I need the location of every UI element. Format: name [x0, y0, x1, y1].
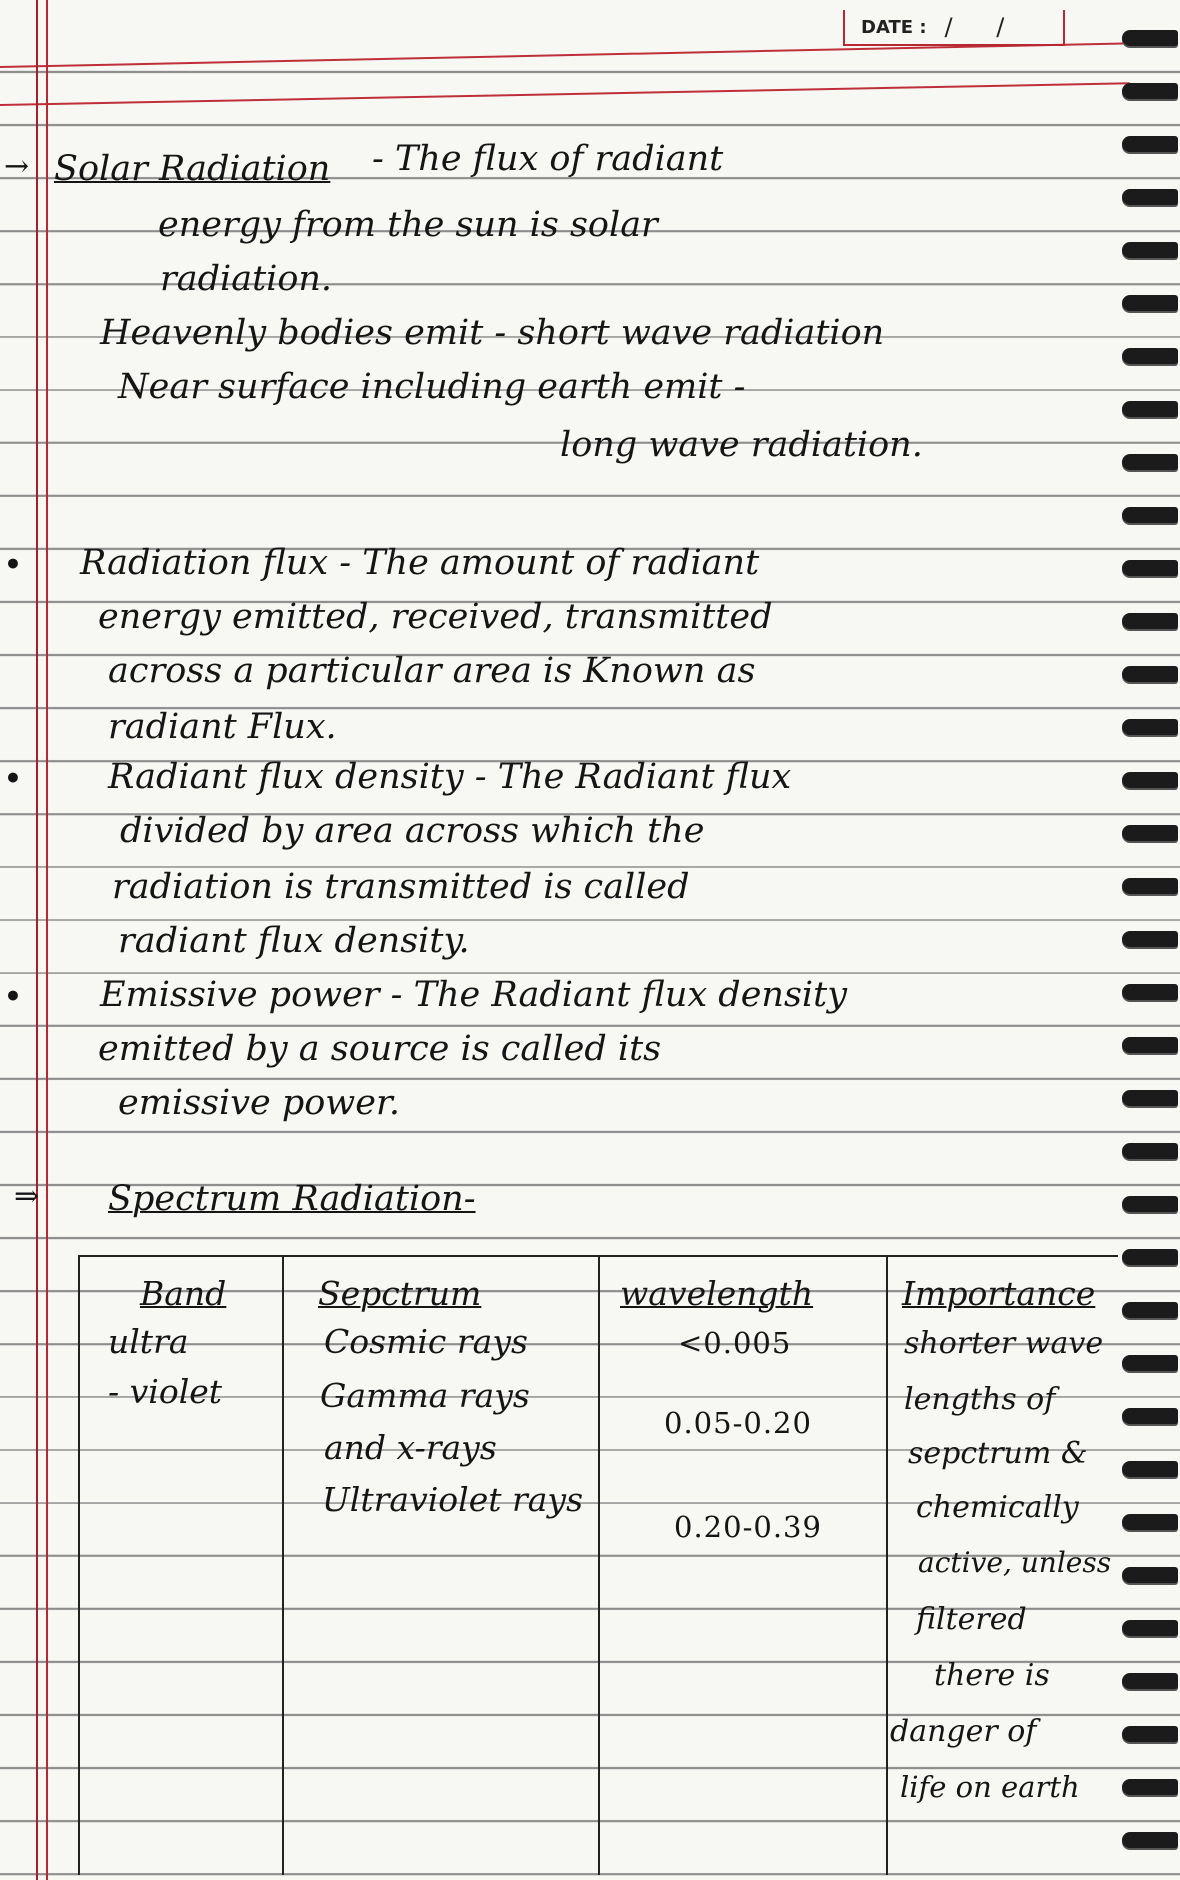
importance-line: life on earth	[900, 1770, 1080, 1804]
spiral-ring	[1122, 1090, 1178, 1106]
spiral-ring	[1122, 1726, 1178, 1742]
importance-line: chemically	[916, 1490, 1079, 1525]
spectrum-cell: and x-rays	[324, 1428, 497, 1467]
spiral-ring	[1122, 719, 1178, 735]
spiral-ring	[1122, 507, 1178, 523]
margin-line	[36, 0, 38, 1880]
date-box	[843, 10, 1065, 46]
spiral-ring	[1122, 83, 1178, 99]
importance-line: active, unless	[918, 1546, 1112, 1579]
def1-line-1: Radiation flux - The amount of radiant	[80, 543, 760, 583]
spiral-ring	[1122, 1461, 1178, 1477]
table-header-band: Band	[140, 1274, 227, 1313]
spiral-ring	[1122, 348, 1178, 364]
spiral-ring	[1122, 772, 1178, 788]
wavelength-cell: <0.005	[678, 1326, 792, 1360]
table-column-divider	[886, 1255, 888, 1875]
spiral-ring	[1122, 1408, 1178, 1424]
spiral-ring	[1122, 1673, 1178, 1689]
solar-text-line-3: radiation.	[160, 259, 333, 299]
spiral-ring	[1122, 30, 1178, 46]
solar-text-line-5: Near surface including earth emit -	[118, 367, 746, 407]
arrow-marker: →	[4, 149, 30, 184]
def1-line-4: radiant Flux.	[108, 707, 337, 747]
wavelength-cell: 0.20-0.39	[674, 1510, 822, 1544]
importance-line: there is	[934, 1658, 1050, 1693]
spiral-ring	[1122, 984, 1178, 1000]
bullet-point: •	[4, 548, 22, 581]
def2-line-2: divided by area across which the	[120, 811, 705, 851]
spiral-ring	[1122, 1355, 1178, 1371]
def2-line-1: Radiant flux density - The Radiant flux	[108, 757, 792, 797]
spiral-ring	[1122, 295, 1178, 311]
spectrum-heading: Spectrum Radiation-	[108, 1179, 476, 1219]
def3-line-3: emissive power.	[118, 1083, 400, 1123]
solar-text-line-2: energy from the sun is solar	[158, 205, 658, 245]
def3-line-1: Emissive power - The Radiant flux density	[100, 975, 847, 1015]
spiral-ring	[1122, 1037, 1178, 1053]
header-rule-top	[0, 42, 1130, 68]
spectrum-cell: Ultraviolet rays	[322, 1480, 584, 1519]
band-cell-line: ultra	[108, 1322, 189, 1361]
table-column-divider	[78, 1255, 80, 1875]
wavelength-cell: 0.05-0.20	[664, 1406, 812, 1440]
importance-line: shorter wave	[904, 1326, 1104, 1361]
solar-text-line-1: - The flux of radiant	[372, 139, 724, 179]
spectrum-cell: Cosmic rays	[324, 1322, 528, 1361]
spiral-ring	[1122, 242, 1178, 258]
def2-line-4: radiant flux density.	[118, 921, 470, 961]
solar-text-line-4: Heavenly bodies emit - short wave radiation	[100, 313, 885, 353]
spiral-ring	[1122, 189, 1178, 205]
spiral-ring	[1122, 1779, 1178, 1795]
table-header-spectrum: Sepctrum	[318, 1274, 482, 1313]
band-cell-line: - violet	[108, 1372, 223, 1411]
def2-line-3: radiation is transmitted is called	[112, 867, 690, 907]
importance-line: danger of	[890, 1714, 1037, 1749]
spiral-ring	[1122, 401, 1178, 417]
table-header-wavelength: wavelength	[620, 1274, 814, 1313]
spiral-ring	[1122, 454, 1178, 470]
solar-text-line-6: long wave radiation.	[560, 425, 923, 465]
double-arrow-marker: ⇒	[14, 1179, 40, 1214]
date-value: / /	[944, 13, 1023, 41]
spectrum-table	[78, 1255, 1118, 1875]
header-rule-bottom	[0, 82, 1130, 106]
spiral-ring	[1122, 1196, 1178, 1212]
spiral-ring	[1122, 1567, 1178, 1583]
spiral-ring	[1122, 1302, 1178, 1318]
spiral-ring	[1122, 1514, 1178, 1530]
spiral-ring	[1122, 613, 1178, 629]
importance-line: filtered	[916, 1602, 1027, 1637]
spiral-ring	[1122, 1832, 1178, 1848]
spiral-binding	[1110, 20, 1180, 1880]
def3-line-2: emitted by a source is called its	[98, 1029, 662, 1069]
spiral-ring	[1122, 1143, 1178, 1159]
bullet-point: •	[4, 980, 22, 1013]
table-column-divider	[598, 1255, 600, 1875]
spiral-ring	[1122, 825, 1178, 841]
solar-radiation-heading: Solar Radiation	[54, 149, 331, 189]
table-header-importance: Importance	[902, 1274, 1096, 1313]
spiral-ring	[1122, 1620, 1178, 1636]
table-column-divider	[282, 1255, 284, 1875]
spectrum-cell: Gamma rays	[320, 1376, 530, 1415]
margin-line-inner	[46, 0, 48, 1880]
spiral-ring	[1122, 931, 1178, 947]
bullet-point: •	[4, 762, 22, 795]
def1-line-2: energy emitted, received, transmitted	[98, 597, 773, 637]
spiral-ring	[1122, 560, 1178, 576]
def1-line-3: across a particular area is Known as	[108, 651, 756, 691]
importance-line: sepctrum &	[908, 1436, 1088, 1471]
spiral-ring	[1122, 666, 1178, 682]
spiral-ring	[1122, 1249, 1178, 1265]
spiral-ring	[1122, 136, 1178, 152]
spiral-ring	[1122, 878, 1178, 894]
importance-line: lengths of	[904, 1382, 1056, 1417]
date-label: DATE :	[861, 16, 927, 38]
